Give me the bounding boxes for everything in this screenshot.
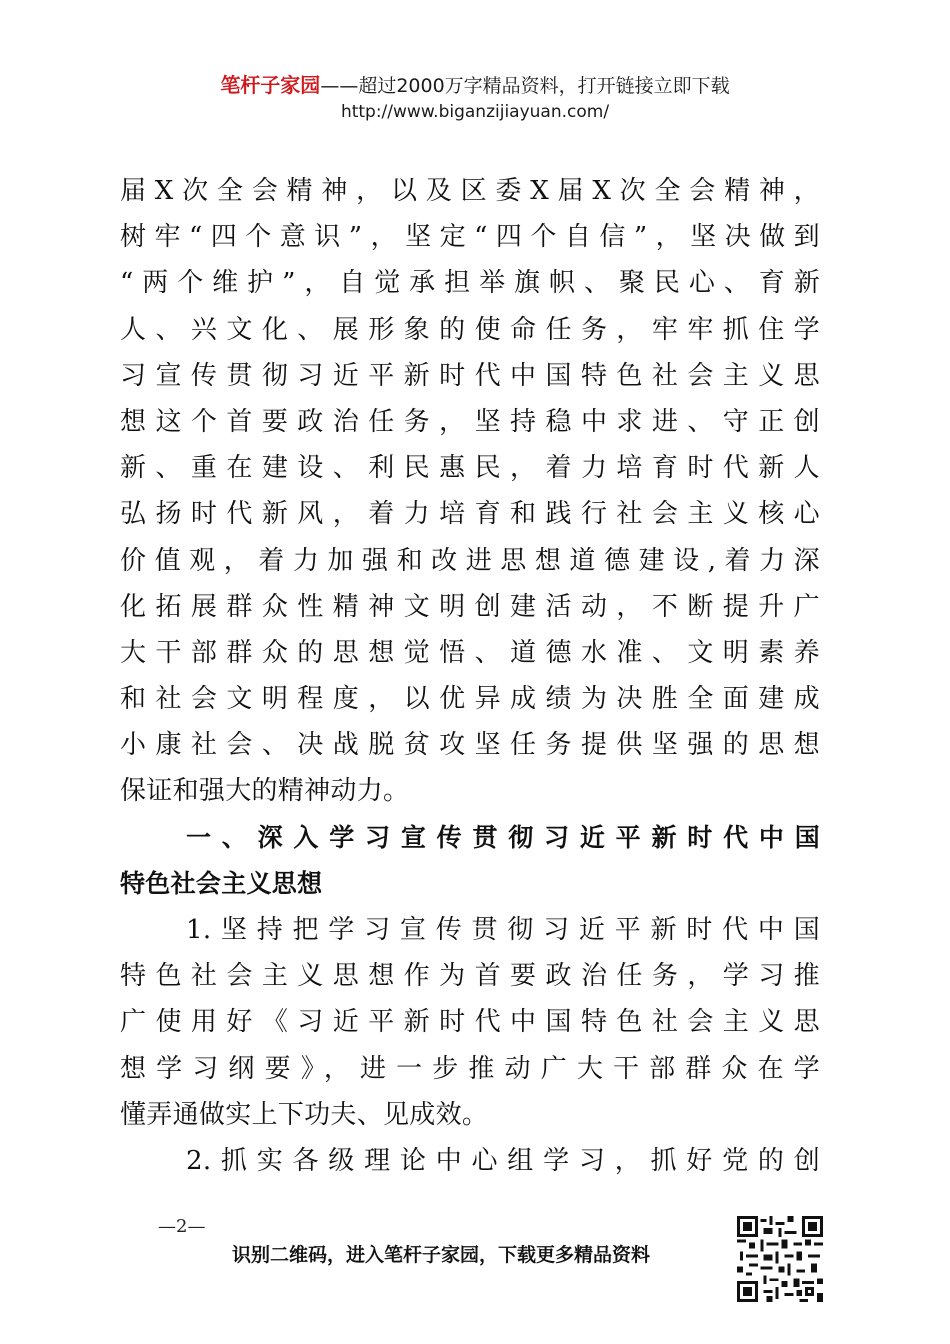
section-heading: 特色社会主义思想 bbox=[120, 868, 323, 898]
header-tagline: ——超过2000万字精品资料，打开链接立即下载 bbox=[320, 75, 730, 97]
text-line: 届X次全会精神，以及区委X届X次全会精神， bbox=[120, 176, 820, 206]
text-line: 想学习纲要》，进一步推动广大干部群众在学 bbox=[120, 1053, 820, 1084]
text-line: 新、重在建设、利民惠民，着力培育时代新人 bbox=[120, 453, 820, 484]
text-line: 人、兴文化、展形象的使命任务，牢牢抓住学 bbox=[120, 314, 820, 345]
text-line: 保证和强大的精神动力。 bbox=[120, 776, 410, 807]
page-number: —2— bbox=[158, 1216, 206, 1237]
text-line: 化拓展群众性精神文明创建活动，不断提升广 bbox=[120, 591, 820, 622]
text-line: 小康社会、决战脱贫攻坚任务提供坚强的思想 bbox=[120, 730, 820, 761]
text-line: 大干部群众的思想觉悟、道德水准、文明素养 bbox=[120, 637, 820, 668]
text-line: 特色社会主义思想作为首要政治任务，学习推 bbox=[120, 961, 820, 992]
text-line: 价值观，着力加强和改进思想道德建设,着力深 bbox=[120, 545, 820, 576]
document-body bbox=[120, 168, 820, 1184]
text-line: 懂弄通做实上下功夫、见成效。 bbox=[120, 1099, 489, 1130]
text-line: 树牢“四个意识”，坚定“四个自信”，坚决做到 bbox=[120, 222, 820, 253]
header-url[interactable]: http://www.biganzijiayuan.com/ bbox=[340, 102, 610, 122]
text-line: 广使用好《习近平新时代中国特色社会主义思 bbox=[120, 1007, 820, 1038]
page-header bbox=[0, 72, 950, 125]
brand-name: 笔杆子家园 bbox=[220, 73, 321, 97]
text-line: 弘扬时代新风，着力培育和践行社会主义核心 bbox=[120, 499, 820, 530]
text-line: 想这个首要政治任务，坚持稳中求进、守正创 bbox=[120, 406, 820, 437]
qr-code-icon[interactable] bbox=[737, 1216, 823, 1302]
text-line: 习宣传贯彻习近平新时代中国特色社会主义思 bbox=[120, 360, 820, 391]
text-line: “两个维护”，自觉承担举旗帜、聚民心、育新 bbox=[120, 268, 820, 299]
footer-note: 识别二维码，进入笔杆子家园，下载更多精品资料 bbox=[232, 1244, 651, 1266]
text-line: 1.坚持把学习宣传贯彻习近平新时代中国 bbox=[186, 915, 820, 945]
text-line: 2.抓实各级理论中心组学习，抓好党的创 bbox=[186, 1145, 820, 1176]
section-heading: 一、深入学习宣传贯彻习近平新时代中国 bbox=[186, 822, 820, 852]
text-line: 和社会文明程度，以优异成绩为决胜全面建成 bbox=[120, 684, 820, 715]
